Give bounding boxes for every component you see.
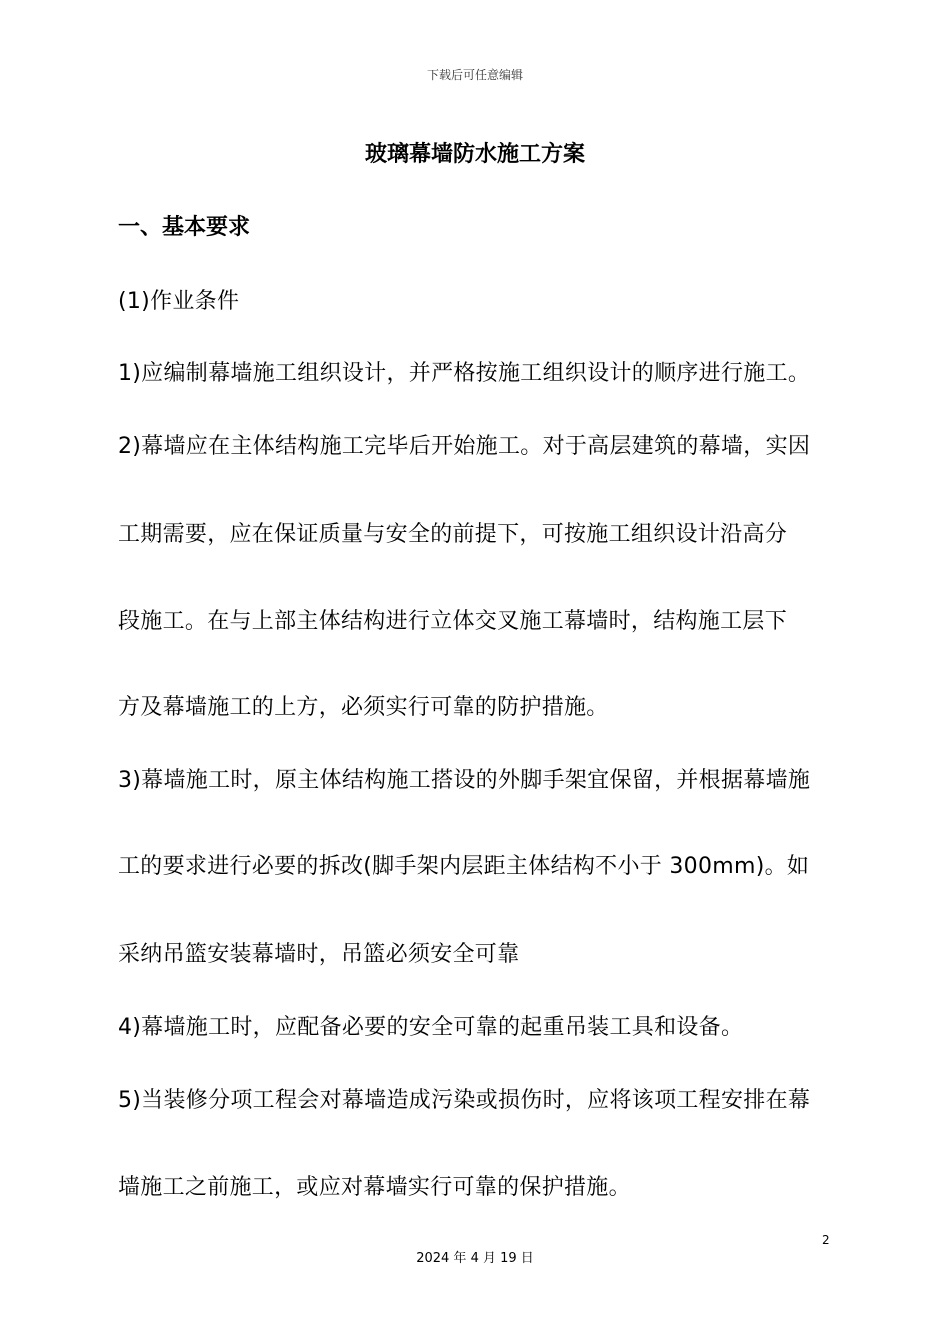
subsection-heading: (1)作业条件: [118, 289, 240, 314]
page-header: 下载后可任意编辑: [426, 68, 523, 82]
section-heading: 一、基本要求: [118, 215, 251, 240]
footer-date: 2024 年 4 月 19 日: [416, 1251, 534, 1266]
paragraph-line: 采纳吊篮安装幕墙时，吊篮必须安全可靠: [118, 942, 520, 967]
page-number: 2: [822, 1233, 830, 1247]
paragraph-line: 墙施工之前施工，或应对幕墙实行可靠的保护措施。: [118, 1175, 631, 1200]
paragraph-line: 5)当装修分项工程会对幕墙造成污染或损伤时，应将该项工程安排在幕: [118, 1088, 811, 1113]
paragraph-line: 段施工。在与上部主体结构进行立体交叉施工幕墙时，结构施工层下: [118, 609, 788, 634]
paragraph-line: 工的要求进行必要的拆改(脚手架内层距主体结构不小于 300mm)。如: [118, 854, 810, 879]
document-title: 玻璃幕墙防水施工方案: [364, 142, 585, 167]
paragraph-line: 4)幕墙施工时，应配备必要的安全可靠的起重吊装工具和设备。: [118, 1015, 744, 1040]
paragraph-line: 工期需要，应在保证质量与安全的前提下，可按施工组织设计沿高分: [118, 522, 788, 547]
paragraph-line: 方及幕墙施工的上方，必须实行可靠的防护措施。: [118, 695, 609, 720]
paragraph-line: 3)幕墙施工时，原主体结构施工搭设的外脚手架宜保留，并根据幕墙施: [118, 768, 811, 793]
paragraph-line: 1)应编制幕墙施工组织设计，并严格按施工组织设计的顺序进行施工。: [118, 361, 811, 386]
paragraph-line: 2)幕墙应在主体结构施工完毕后开始施工。对于高层建筑的幕墙，实因: [118, 434, 811, 459]
